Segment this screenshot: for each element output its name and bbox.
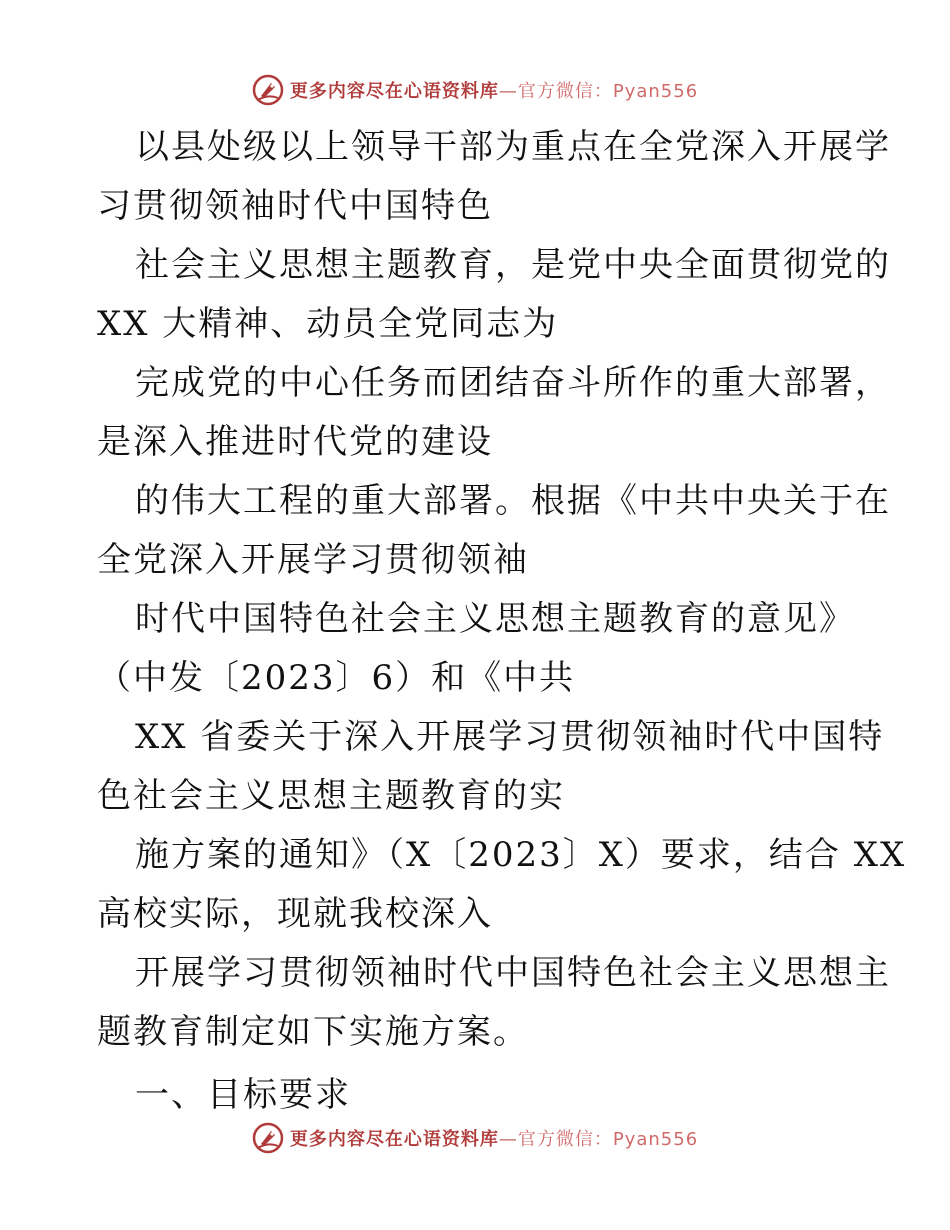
body-line-12: 色社会主义思想主题教育的实 [97, 776, 565, 816]
body-line-9: 时代中国特色社会主义思想主题教育的意见》 [135, 599, 855, 639]
footer-separator: — [498, 1129, 518, 1150]
body-line-1: 以县处级以上领导干部为重点在全党深入开展学 [135, 127, 891, 167]
body-line-11: XX 省委关于深入开展学习贯彻领袖时代中国特 [135, 717, 885, 757]
body-line-10: （中发〔2023〕6）和《中共 [97, 658, 576, 698]
body-line-6: 是深入推进时代党的建设 [97, 422, 493, 462]
footer-wechat-text: 官方微信：Pyan556 [517, 1129, 699, 1150]
header-brand-text: 更多内容尽在心语资料库 [289, 81, 499, 102]
body-line-5: 完成党的中心任务而团结奋斗所作的重大部署， [135, 363, 891, 403]
header-watermark-banner [0, 70, 950, 110]
header-wechat-text: 官方微信：Pyan556 [517, 81, 699, 102]
body-line-16: 题教育制定如下实施方案。 [97, 1012, 529, 1052]
body-line-8: 全党深入开展学习贯彻领袖 [97, 540, 529, 580]
body-line-15: 开展学习贯彻领袖时代中国特色社会主义思想主 [135, 953, 891, 993]
header-banner-inner [252, 74, 698, 106]
header-separator: — [498, 81, 518, 102]
body-line-7: 的伟大工程的重大部署。根据《中共中央关于在 [135, 481, 891, 521]
document-body [97, 118, 907, 1125]
body-line-4: XX 大精神、动员全党同志为 [97, 304, 559, 344]
footer-watermark-banner [0, 1118, 950, 1158]
header-banner-text [290, 77, 698, 103]
footer-banner-inner [252, 1122, 698, 1154]
section-heading: 一、目标要求 [135, 1075, 351, 1115]
footer-brand-text: 更多内容尽在心语资料库 [289, 1129, 499, 1150]
footer-banner-text [290, 1125, 698, 1151]
body-line-2: 习贯彻领袖时代中国特色 [97, 186, 493, 226]
body-line-3: 社会主义思想主题教育，是党中央全面贯彻党的 [135, 245, 891, 285]
body-line-14: 高校实际，现就我校深入 [97, 894, 493, 934]
body-line-13: 施方案的通知》（X〔2023〕X）要求，结合 XX [135, 835, 907, 875]
pen-nib-logo-icon [252, 1122, 284, 1154]
pen-nib-logo-icon [252, 74, 284, 106]
